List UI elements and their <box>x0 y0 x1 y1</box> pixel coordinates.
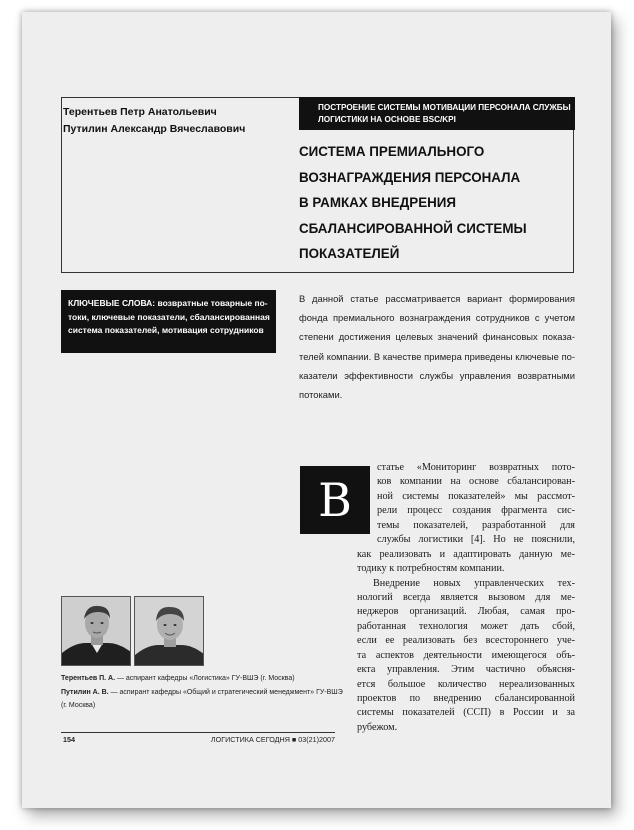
body-line: как реализовать и адаптировать данную ме- <box>357 548 575 560</box>
caption-terentyev <box>61 672 346 686</box>
body-line: рубежом. <box>357 721 398 733</box>
caption-putilin <box>61 686 346 700</box>
abstract-line: телей компании. В качестве примера приведены ключевые по- <box>299 350 575 362</box>
title-line: ВОЗНАГРАЖДЕНИЯ ПЕРСОНАЛА <box>299 169 521 185</box>
body-line: работанная технология может дать сбой, <box>357 620 575 632</box>
caption-text: — аспирант кафедры «Общий и стратегический менеджмент» ГУ-ВШЭ <box>108 688 343 696</box>
body-line: ной системы показателей» мы рассмот- <box>377 490 575 502</box>
page-footer <box>61 735 335 747</box>
rubric-line: ПОСТРОЕНИЕ СИСТЕМЫ МОТИВАЦИИ ПЕРСОНАЛА СЛУЖБЫ <box>318 103 571 112</box>
rubric-line: ЛОГИСТИКИ НА ОСНОВЕ BSC/KPI <box>318 115 456 124</box>
caption-text: — аспирант кафедры «Логистика» ГУ-ВШЭ (г. Москва) <box>115 675 295 682</box>
title-line: СБАЛАНСИРОВАННОЙ СИСТЕМЫ <box>299 220 527 236</box>
abstract-line: В данной статье рассматривается вариант формирования <box>299 293 575 304</box>
body-line: ков компании на основе сбалансирован- <box>377 476 575 488</box>
magazine-issue: ЛОГИСТИКА СЕГОДНЯ ■ 03(21)2007 <box>210 735 335 744</box>
title-line: СИСТЕМА ПРЕМИАЛЬНОГО <box>299 144 485 159</box>
author-captions <box>61 672 346 713</box>
body-line: нологий всегда является вызовом для ме- <box>357 591 575 603</box>
abstract-line: фонда премиального вознаграждения сотрудников с учетом <box>299 312 575 324</box>
keywords-line: КЛЮЧЕВЫЕ СЛОВА: возвратные товарные по- <box>68 298 268 308</box>
rubric-banner <box>299 97 575 130</box>
body-line: если ее реализовать без всестороннего уче- <box>357 635 575 647</box>
body-line: екта управления. Этим частично объясня- <box>357 664 575 676</box>
caption-name: Терентьев П. А. <box>61 675 116 682</box>
body-line: ется большое количество нереализованных <box>357 678 575 690</box>
body-line: Внедрение новых управленческих тех- <box>373 577 575 589</box>
caption-name: Путилин А. В. <box>61 688 109 696</box>
page-number: 154 <box>63 735 75 744</box>
body-line: статье «Мониторинг возвратных пото- <box>377 462 575 473</box>
body-line: тодику к потребностям компании. <box>357 563 505 575</box>
body-line: темы показателей, разработанной для <box>377 519 575 531</box>
author-photo-putilin <box>134 596 204 666</box>
keywords-line: токи, ключевые показатели, сбалансированная <box>68 311 270 322</box>
keywords-box <box>61 290 276 353</box>
title-line: ПОКАЗАТЕЛЕЙ <box>299 246 400 261</box>
drop-cap: В <box>300 466 370 534</box>
author-name: Путилин Александр Вячеславович <box>63 123 246 135</box>
body-line: та аспектов деятельности имеющегося объ- <box>357 649 575 661</box>
authors-block <box>63 104 245 138</box>
abstract-line: казатели эффективности службы управления возвратными <box>299 369 575 381</box>
caption-putilin-cont: (г. Москва) <box>61 702 96 709</box>
author-name: Терентьев Петр Анатольевич <box>63 106 217 118</box>
keywords-line: система показателей, мотивация сотрудников <box>68 325 264 335</box>
abstract-line: степени достижения целевых значений финансовых показа- <box>299 331 575 343</box>
body-line: системы показателей (ССП) в России и за <box>357 707 575 719</box>
abstract-line: потоками. <box>299 389 343 401</box>
footer-rule <box>61 732 335 733</box>
body-line: проектов по внедрению сбалансированной <box>357 693 575 704</box>
body-line: рели процесс создания фрагмента сис- <box>377 505 575 517</box>
author-photo-terentyev <box>61 596 131 666</box>
body-line: неджеров организаций. Любая, самая про- <box>357 606 575 618</box>
title-line: В РАМКАХ ВНЕДРЕНИЯ <box>299 195 457 210</box>
abstract <box>299 289 575 404</box>
body-line: службы логистики [4]. Но не пояснили, <box>377 534 575 546</box>
body-text <box>357 461 575 735</box>
article-title <box>299 139 569 267</box>
